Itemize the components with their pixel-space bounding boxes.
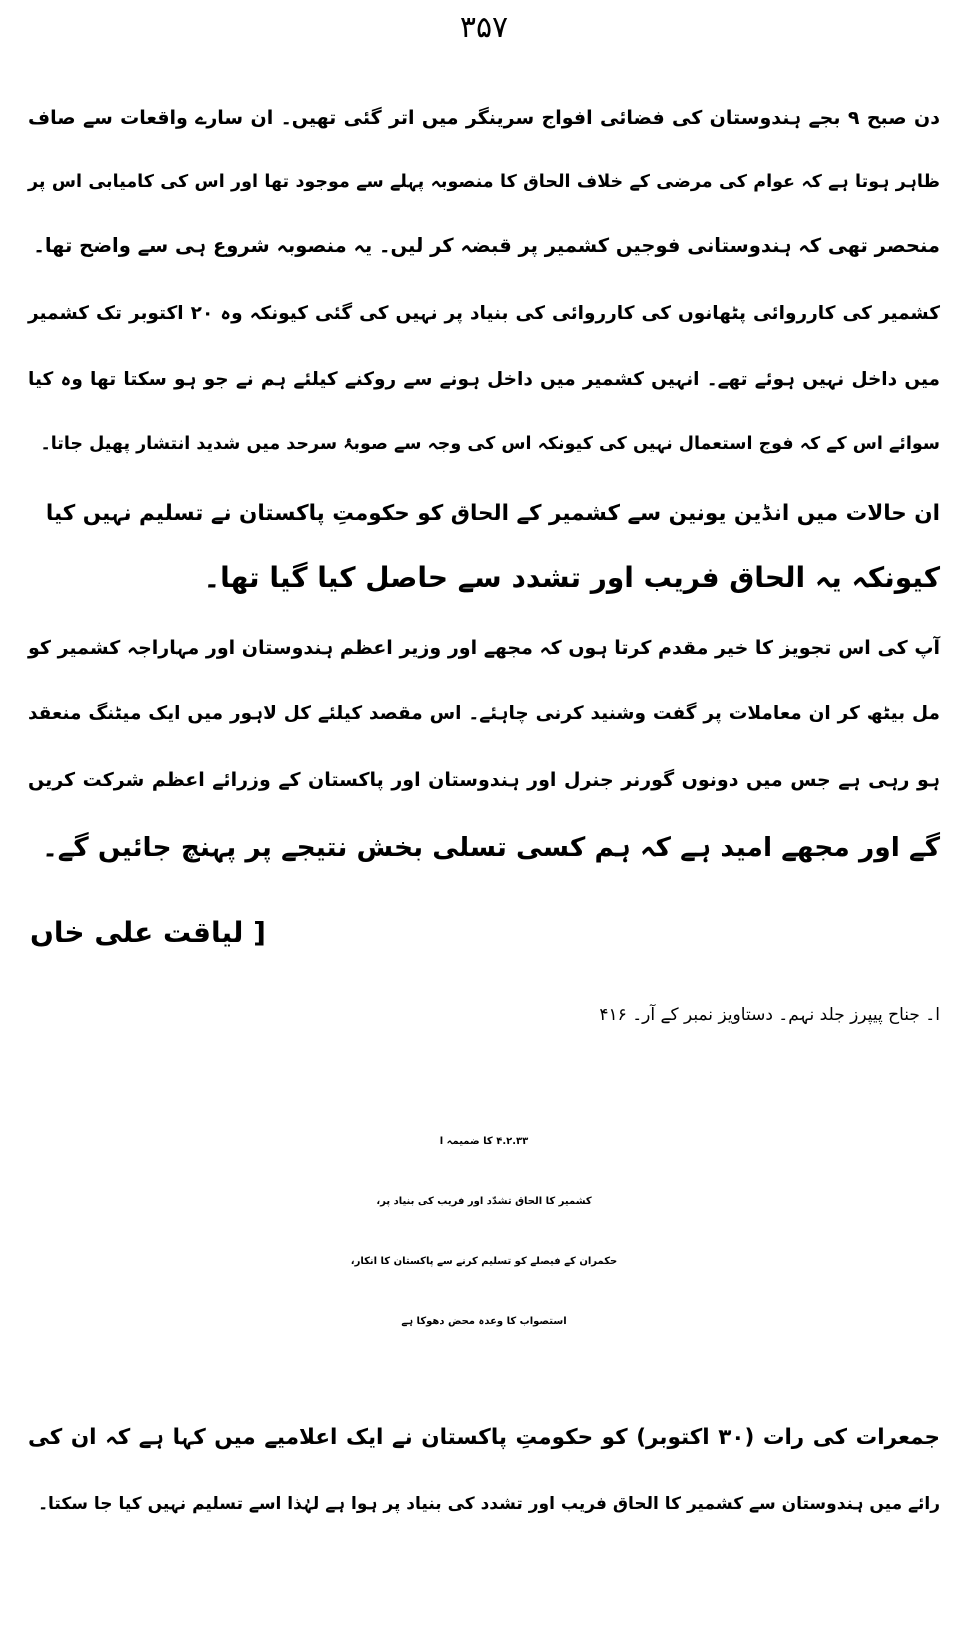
- paragraph-2-line-3: سوائے اس کے کہ فوج استعمال نہیں کی کیونکہ اس کی وجہ سے صوبۂ سرحد میں شدید انتشار پھیل جاتا۔: [40, 434, 940, 454]
- paragraph-5-line-1: جمعرات کی رات (۳۰ اکتوبر) کو حکومتِ پاکستان نے ایک اعلامیے میں کہا ہے کہ ان کی: [28, 1425, 940, 1450]
- page-number: ۳۵۷: [459, 10, 509, 45]
- heading-line-4: استصواب کا وعدہ محض دھوکا ہے: [401, 1316, 567, 1327]
- paragraph-2-line-1: کشمیر کی کارروائی پٹھانوں کی کارروائی کی بنیاد پر نہیں کی گئی کیونکہ وہ ۲۰ اکتوبر تک کشمیر: [28, 303, 940, 324]
- paragraph-4-line-2: مل بیٹھ کر ان معاملات پر گفت وشنید کرنی چاہئے۔ اس مقصد کیلئے کل لاہور میں ایک میٹنگ منعقد: [28, 703, 940, 724]
- paragraph-2-line-2: میں داخل نہیں ہوئے تھے۔ انہیں کشمیر میں داخل ہونے سے روکنے کیلئے ہم نے جو ہو سکتا تھا وہ کیا: [28, 369, 940, 390]
- paragraph-1-line-3: منحصر تھی کہ ہندوستانی فوجیں کشمیر پر قبضہ کر لیں۔ یہ منصوبہ شروع ہی سے واضح تھا۔: [33, 234, 940, 257]
- paragraph-4-line-1: آپ کی اس تجویز کا خیر مقدم کرتا ہوں کہ مجھے اور وزیر اعظم ہندوستان اور مہاراجہ کشمیر کو: [28, 637, 940, 659]
- heading-line-3: حکمران کے فیصلے کو تسلیم کرنے سے پاکستان کا انکار،: [350, 1256, 618, 1267]
- heading-line-1: ۴.۲.۳۳ کا ضمیمہ ا: [439, 1136, 529, 1147]
- paragraph-1-line-2: ظاہر ہوتا ہے کہ عوام کی مرضی کے خلاف الحاق کا منصوبہ پہلے سے موجود تھا اور اس کی کامیابی اس پر: [28, 172, 940, 192]
- paragraph-4-line-3: ہو رہی ہے جس میں دونوں گورنر جنرل اور ہندوستان اور پاکستان کے وزرائے اعظم شرکت کریں: [28, 769, 940, 791]
- paragraph-1-line-1: دن صبح ۹ بجے ہندوستان کی فضائی افواج سرینگر میں اتر گئی تھیں۔ ان سارے واقعات سے صاف: [28, 107, 940, 129]
- paragraph-4-line-4: گے اور مجھے امید ہے کہ ہم کسی تسلی بخش نتیجے پر پہنچ جائیں گے۔: [42, 832, 940, 863]
- section-heading: [0, 1112, 968, 1352]
- paragraph-5-line-2: رائے میں ہندوستان سے کشمیر کا الحاق فریب اور تشدد کی بنیاد پر ہوا ہے لہٰذا اسے تسلیم نہیں کیا جا سکتا۔: [38, 1494, 940, 1514]
- paragraph-3-line-2: کیونکہ یہ الحاق فریب اور تشدد سے حاصل کیا گیا تھا۔: [203, 561, 940, 594]
- footnote: ا۔ جناح پیپرز جلد نہم۔ دستاویز نمبر کے آر۔ ۴۱۶: [599, 1005, 940, 1025]
- heading-line-2: کشمیر کا الحاق تشدّد اور فریب کی بنیاد پر،: [376, 1196, 592, 1207]
- paragraph-3-line-1: ان حالات میں انڈین یونین سے کشمیر کے الحاق کو حکومتِ پاکستان نے تسلیم نہیں کیا: [45, 501, 940, 526]
- signature: [ لیاقت علی خاں: [30, 916, 266, 949]
